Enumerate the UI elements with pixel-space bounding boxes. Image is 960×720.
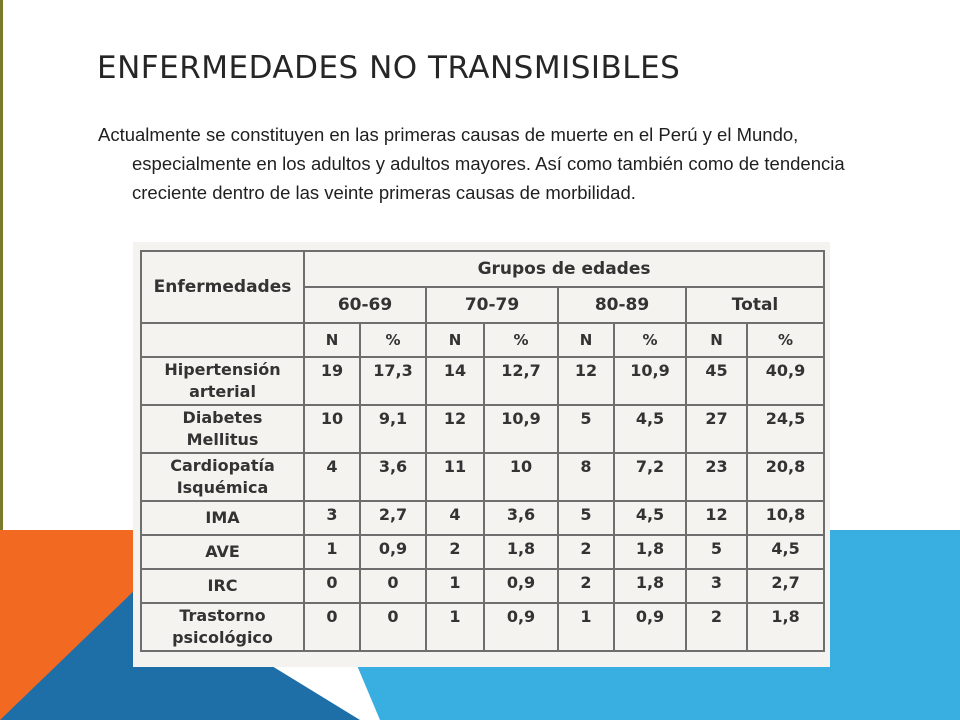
- percent-cell: 1,8: [747, 603, 824, 651]
- percent-cell: 12,7: [484, 357, 558, 405]
- count-cell: 2: [686, 603, 747, 651]
- percent-cell: 3,6: [360, 453, 426, 501]
- disease-name-line-1: Diabetes: [182, 408, 263, 427]
- disease-age-table: [140, 250, 825, 652]
- count-cell: 11: [426, 453, 484, 501]
- table-row: [141, 453, 824, 501]
- count-cell: 5: [686, 535, 747, 569]
- header-n: N: [686, 323, 747, 357]
- disease-name-line-1: Cardiopatía: [170, 456, 275, 475]
- percent-cell: 10: [484, 453, 558, 501]
- disease-name-cell: [141, 357, 304, 405]
- percent-cell: 2,7: [747, 569, 824, 603]
- header-n: N: [304, 323, 360, 357]
- percent-cell: 40,9: [747, 357, 824, 405]
- table-row: [141, 357, 824, 405]
- count-cell: 1: [426, 569, 484, 603]
- disease-name-line-1: IMA: [205, 508, 240, 527]
- header-enfermedades: Enfermedades: [141, 251, 304, 323]
- header-total: Total: [686, 287, 824, 323]
- table-image: [133, 242, 830, 667]
- percent-cell: 10,8: [747, 501, 824, 535]
- percent-cell: 1,8: [484, 535, 558, 569]
- percent-cell: 9,1: [360, 405, 426, 453]
- percent-cell: 0: [360, 569, 426, 603]
- count-cell: 5: [558, 405, 614, 453]
- table-body: [141, 357, 824, 651]
- count-cell: 1: [426, 603, 484, 651]
- percent-cell: 4,5: [747, 535, 824, 569]
- count-cell: 0: [304, 603, 360, 651]
- percent-cell: 10,9: [484, 405, 558, 453]
- table-row: [141, 405, 824, 453]
- count-cell: 12: [686, 501, 747, 535]
- header-pct: %: [747, 323, 824, 357]
- slide-body-text: Actualmente se constituyen en las primeras causas de muerte en el Perú y el Mundo, especialmente en los adultos y adultos mayores. Así como también como de tendencia creciente dentro de las veinte primeras causas de morbilidad.: [98, 124, 845, 203]
- table-row: [141, 569, 824, 603]
- percent-cell: 0,9: [614, 603, 686, 651]
- count-cell: 3: [686, 569, 747, 603]
- header-age-80-89: 80-89: [558, 287, 686, 323]
- disease-name-cell: [141, 569, 304, 603]
- header-grupos-de-edades: Grupos de edades: [304, 251, 824, 287]
- count-cell: 10: [304, 405, 360, 453]
- count-cell: 23: [686, 453, 747, 501]
- disease-name-line-1: AVE: [205, 542, 240, 561]
- table-row: [141, 603, 824, 651]
- count-cell: 2: [426, 535, 484, 569]
- percent-cell: 24,5: [747, 405, 824, 453]
- percent-cell: 2,7: [360, 501, 426, 535]
- count-cell: 12: [426, 405, 484, 453]
- percent-cell: 0,9: [484, 569, 558, 603]
- count-cell: 12: [558, 357, 614, 405]
- percent-cell: 10,9: [614, 357, 686, 405]
- table-row: [141, 535, 824, 569]
- percent-cell: 0: [360, 603, 426, 651]
- count-cell: 19: [304, 357, 360, 405]
- header-blank: [141, 323, 304, 357]
- percent-cell: 3,6: [484, 501, 558, 535]
- count-cell: 2: [558, 569, 614, 603]
- header-pct: %: [360, 323, 426, 357]
- disease-name-line-1: IRC: [207, 576, 238, 595]
- percent-cell: 17,3: [360, 357, 426, 405]
- disease-name-line-1: Hipertensión: [164, 360, 281, 379]
- percent-cell: 1,8: [614, 569, 686, 603]
- count-cell: 1: [304, 535, 360, 569]
- disease-name-line-2: Mellitus: [186, 430, 259, 449]
- percent-cell: 4,5: [614, 405, 686, 453]
- count-cell: 4: [426, 501, 484, 535]
- disease-name-line-2: Isquémica: [176, 478, 269, 497]
- disease-name-cell: [141, 501, 304, 535]
- count-cell: 27: [686, 405, 747, 453]
- disease-name-cell: [141, 405, 304, 453]
- disease-name-line-1: Trastorno: [179, 606, 266, 625]
- percent-cell: 0,9: [484, 603, 558, 651]
- slide-title: ENFERMEDADES NO TRANSMISIBLES: [97, 50, 681, 86]
- table-row: [141, 501, 824, 535]
- header-age-70-79: 70-79: [426, 287, 558, 323]
- count-cell: 1: [558, 603, 614, 651]
- header-n: N: [426, 323, 484, 357]
- count-cell: 8: [558, 453, 614, 501]
- percent-cell: 0,9: [360, 535, 426, 569]
- header-age-60-69: 60-69: [304, 287, 426, 323]
- header-pct: %: [484, 323, 558, 357]
- disease-name-line-2: psicológico: [172, 628, 273, 647]
- percent-cell: 4,5: [614, 501, 686, 535]
- count-cell: 3: [304, 501, 360, 535]
- percent-cell: 1,8: [614, 535, 686, 569]
- header-n: N: [558, 323, 614, 357]
- disease-name-cell: [141, 535, 304, 569]
- header-pct: %: [614, 323, 686, 357]
- disease-name-cell: [141, 453, 304, 501]
- disease-name-line-2: arterial: [189, 382, 256, 401]
- disease-name-cell: [141, 603, 304, 651]
- count-cell: 5: [558, 501, 614, 535]
- count-cell: 0: [304, 569, 360, 603]
- count-cell: 45: [686, 357, 747, 405]
- percent-cell: 7,2: [614, 453, 686, 501]
- percent-cell: 20,8: [747, 453, 824, 501]
- count-cell: 2: [558, 535, 614, 569]
- count-cell: 14: [426, 357, 484, 405]
- count-cell: 4: [304, 453, 360, 501]
